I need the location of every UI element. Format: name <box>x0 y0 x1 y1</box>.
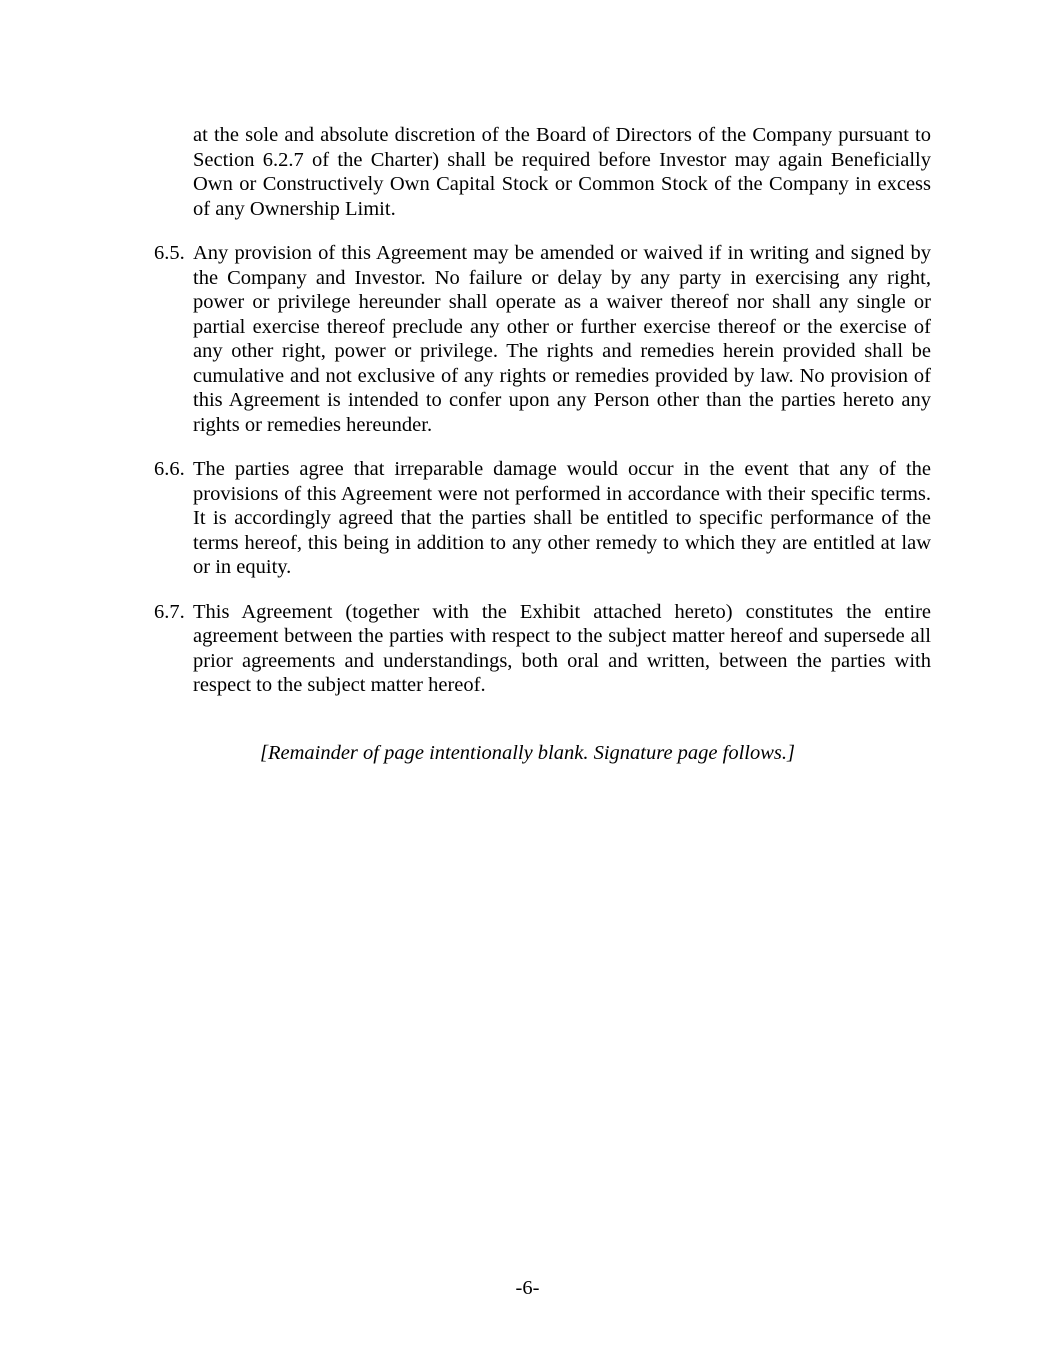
section-6-6 <box>154 457 931 580</box>
section-number: 6.6. <box>154 458 185 480</box>
page-number: -6- <box>515 1277 540 1299</box>
section-number: 6.5. <box>154 242 185 264</box>
section-6-5 <box>154 241 931 437</box>
section-text: Any provision of this Agreement may be amended or waived if in writing and signed by the Company and Investor. No failure or delay by any party in exercising any right, power or privilege hereunder shall operate as a waiver thereof nor shall any single or partial exercise thereof preclude any other or further exercise thereof or the exercise of any other right, power or privilege. The rights and remedies herein provided shall be cumulative and not exclusive of any rights or remedies provided by law. No provision of this Agreement is intended to confer upon any Person other than the parties hereto any rights or remedies hereunder. <box>193 242 931 436</box>
document-body <box>154 123 931 718</box>
section-text: This Agreement (together with the Exhibit attached hereto) constitutes the entire agreement between the parties with respect to the subject matter hereof and supersede all prior agreements and understandings, both oral and written, between the parties with respect to the subject matter hereof. <box>193 600 931 696</box>
section-6-7 <box>154 600 931 698</box>
continuation-paragraph: at the sole and absolute discretion of the Board of Directors of the Company pursuant to Section 6.2.7 of the Charter) shall be required before Investor may again Beneficially Own or Constructively Own Capital Stock or Common Stock of the Company in excess of any Ownership Limit. <box>193 124 931 220</box>
section-text: The parties agree that irreparable damage would occur in the event that any of the provisions of this Agreement were not performed in accordance with their specific terms. It is accordingly agreed that the parties shall be entitled to specific performance of the terms hereof, this being in addition to any other remedy to which they are entitled at law or in equity. <box>193 458 931 578</box>
remainder-of-page-notice: [Remainder of page intentionally blank. Signature page follows.] <box>259 742 796 764</box>
section-number: 6.7. <box>154 600 185 623</box>
